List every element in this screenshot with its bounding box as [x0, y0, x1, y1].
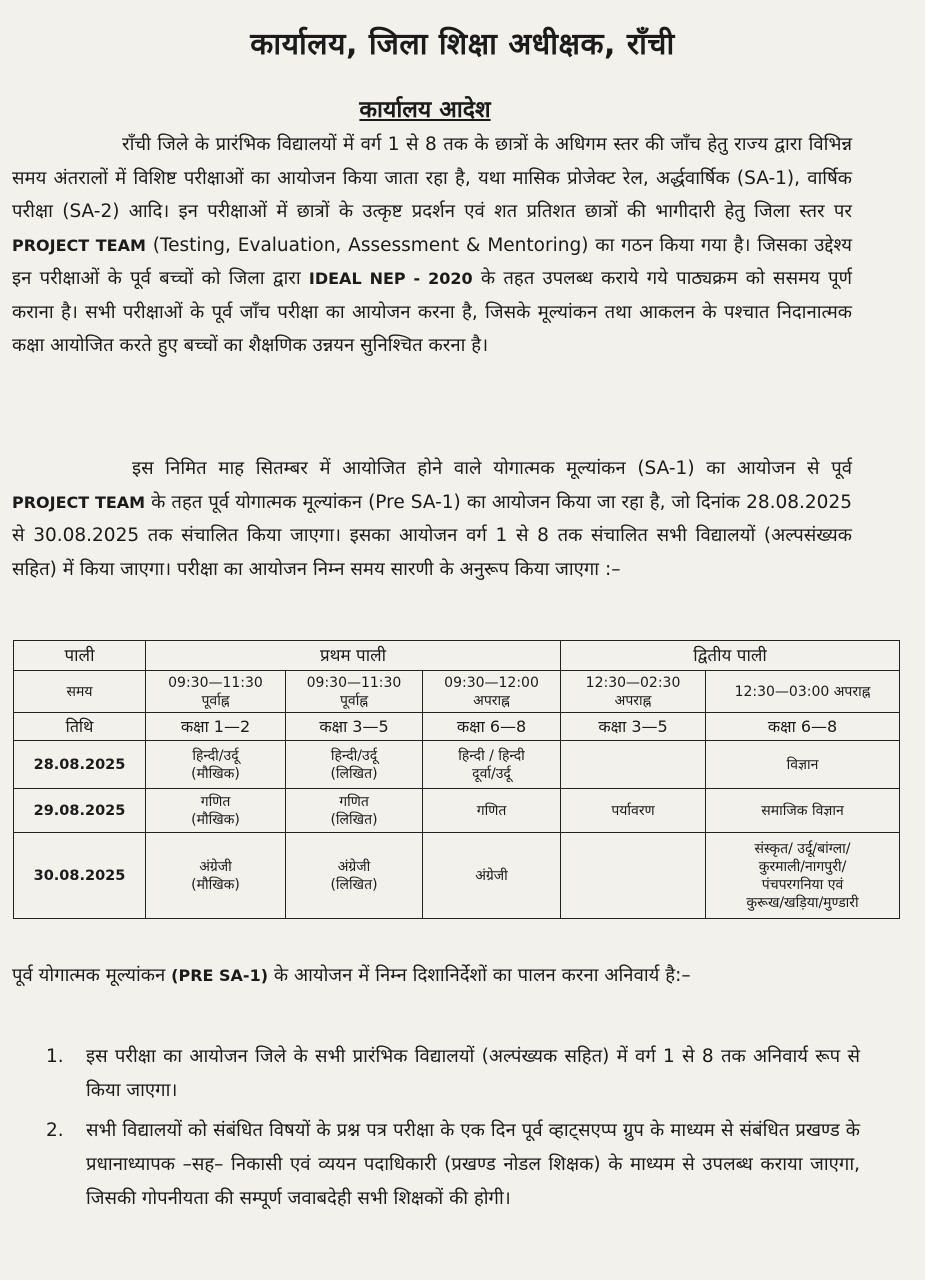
schedule-text-b: के तहत पूर्व योगात्मक मूल्यांकन (Pre SA-1) का आयोजन किया जा रहा है, जो दिनांक 28.08.2025 से 30.08.2025 तक संचालित किया जाएगा। इसका आयोजन वर्ग 1 से 8 तक संचालित सभी विद्यालयों (अल्पसंख्यक सहित) में किया जाएगा। परीक्षा का आयोजन निम्न समय सारणी के अनुरूप किया जाएगा :–	[12, 491, 852, 580]
subject-line: दूर्वा/उर्दू	[472, 765, 511, 782]
time-cell	[146, 671, 286, 713]
subject-line: संस्कृत/ उर्दू/बांग्ला/	[754, 840, 851, 857]
subject-line: हिन्दी/उर्दू	[330, 747, 378, 764]
intro-paragraph	[12, 128, 852, 363]
time-row	[14, 671, 900, 713]
subject-line: पर्यावरण	[611, 802, 655, 819]
exam-date: 29.08.2025	[14, 789, 146, 833]
time-cell	[561, 671, 706, 713]
table-header-row	[14, 641, 900, 671]
intro-text-a: राँची जिले के प्रारंभिक विद्यालयों में वर्ग 1 से 8 तक के छात्रों के अधिगम स्तर की जाँच हेतु राज्य द्वारा विभिन्न समय अंतरालों में विशिष्ट परीक्षाओं का आयोजन किया जाता रहा है, यथा मासिक प्रोजेक्ट रेल, अर्द्धवार्षिक (SA-1), वार्षिक परीक्षा (SA-2) आदि। इन परीक्षाओं में छात्रों के उत्कृष्ट प्रदर्शन एवं शत प्रतिशत छात्रों की भागीदारी हेतु जिला स्तर पर	[12, 134, 852, 222]
class-cell: कक्षा 1—2	[146, 713, 286, 741]
subject-cell	[423, 833, 561, 919]
shift-header: पाली	[14, 641, 146, 671]
subject-line: (लिखित)	[330, 765, 378, 782]
subject-line: गणित	[200, 793, 231, 810]
time-period: पूर्वाह्न	[201, 692, 230, 709]
subject-cell	[286, 741, 423, 789]
subject-line: अंग्रेजी	[199, 858, 232, 875]
subject-line: हिन्दी/उर्दू	[192, 747, 239, 764]
list-text: सभी विद्यालयों को संबंधित विषयों के प्रश्न पत्र परीक्षा के एक दिन पूर्व व्हाट्सएप्प ग्रुप के माध्यम से संबंधित प्रखण्ड के प्रधानाध्यापक –सह– निकासी एवं व्ययन पदाधिकारी (प्रखण्ड नोडल शिक्षक) के माध्यम से उपलब्ध कराया जाएगा, जिसकी गोपनीयता की सम्पूर्ण जवाबदेही सभी शिक्षकों की होगी।	[86, 1120, 860, 1209]
subject-line: (लिखित)	[330, 876, 378, 893]
subject-cell	[146, 833, 286, 919]
time-label: समय	[14, 671, 146, 713]
subject-line: कुरमाली/नागपुरी/	[758, 858, 847, 875]
table-row	[14, 741, 900, 789]
time-period: पूर्वाह्न	[339, 692, 369, 709]
subject-line: समाजिक विज्ञान	[761, 802, 844, 819]
subject-cell	[561, 789, 706, 833]
subject-line: पंचपरगनिया एवं	[761, 876, 844, 893]
subject-cell	[146, 741, 286, 789]
time-cell	[286, 671, 423, 713]
subject-cell	[706, 789, 900, 833]
subject-cell	[286, 833, 423, 919]
subject-line: अंग्रेजी	[475, 867, 508, 884]
list-number: 1.	[46, 1046, 64, 1067]
subject-line: गणित	[339, 793, 369, 810]
time-range: 09:30—11:30	[168, 674, 263, 691]
subject-line: (मौखिक)	[191, 876, 240, 893]
guidelines-intro	[12, 958, 860, 994]
subject-cell	[561, 833, 706, 919]
subject-line: गणित	[476, 802, 507, 819]
subject-line: विज्ञान	[786, 756, 819, 773]
subject-line: हिन्दी / हिन्दी	[458, 747, 525, 764]
subject-cell	[561, 741, 706, 789]
exam-schedule-table	[13, 640, 900, 919]
exam-date: 28.08.2025	[14, 741, 146, 789]
time-period: अपराह्न	[473, 692, 510, 709]
time-range: 09:30—11:30	[306, 674, 402, 691]
subject-cell	[706, 833, 900, 919]
office-title: कार्यालय, जिला शिक्षा अधीक्षक, राँची	[250, 27, 675, 62]
list-number: 2.	[46, 1120, 64, 1141]
table-row	[14, 833, 900, 919]
date-label: तिथि	[14, 713, 146, 741]
guidelines-list	[46, 1040, 860, 1222]
first-shift-header: प्रथम पाली	[146, 641, 561, 671]
subject-line: (लिखित)	[330, 811, 378, 828]
list-item	[46, 1040, 860, 1108]
time-range: 12:30—03:00 अपराह्न	[734, 683, 871, 700]
class-row	[14, 713, 900, 741]
time-cell	[423, 671, 561, 713]
guidelines-text-b: के आयोजन में निम्न दिशानिर्देशों का पालन करना अनिवार्य है:–	[268, 965, 691, 986]
order-heading: कार्यालय आदेश	[359, 97, 491, 123]
schedule-text-a: इस निमित माह सितम्बर में आयोजित होने वाले योगात्मक मूल्यांकन (SA-1) का आयोजन से पूर्व	[132, 458, 852, 479]
subject-cell	[423, 741, 561, 789]
subject-cell	[423, 789, 561, 833]
subject-line: कुरूख/खड़िया/मुण्डारी	[746, 894, 859, 911]
subject-cell	[146, 789, 286, 833]
class-cell: कक्षा 6—8	[423, 713, 561, 741]
class-cell: कक्षा 6—8	[706, 713, 900, 741]
list-item	[46, 1114, 860, 1216]
time-cell	[706, 671, 900, 713]
intro-text-c: के तहत उपलब्ध कराये गये पाठ्यक्रम को ससमय पूर्ण कराना है। सभी परीक्षाओं के पूर्व जाँच परीक्षा का आयोजन करना है, जिसके मूल्यांकन तथा आकलन के पश्चात निदानात्मक कक्षा आयोजित करते हुए बच्चों का शैक्षणिक उन्नयन सुनिश्चित करना है।	[12, 268, 852, 356]
ideal-nep-term: IDEAL NEP - 2020	[308, 269, 473, 288]
schedule-paragraph	[12, 452, 852, 586]
time-range: 09:30—12:00	[444, 674, 539, 691]
time-range: 12:30—02:30	[585, 674, 681, 691]
list-text: इस परीक्षा का आयोजन जिले के सभी प्रारंभिक विद्यालयों (अल्पंख्यक सहित) में वर्ग 1 से 8 तक अनिवार्य रूप से किया जाएगा।	[86, 1046, 860, 1101]
subject-line: अंग्रेजी	[337, 858, 371, 875]
subject-cell	[706, 741, 900, 789]
subject-line: (मौखिक)	[191, 765, 240, 782]
time-period: अपराह्न	[614, 692, 652, 709]
project-team-term-2: PROJECT TEAM	[12, 492, 146, 512]
subject-line: (मौखिक)	[191, 811, 240, 828]
exam-date: 30.08.2025	[14, 833, 146, 919]
table-row	[14, 789, 900, 833]
class-cell: कक्षा 3—5	[561, 713, 706, 741]
class-cell: कक्षा 3—5	[286, 713, 423, 741]
subject-cell	[286, 789, 423, 833]
guidelines-text-a: पूर्व योगात्मक मूल्यांकन	[12, 965, 172, 986]
intro-text-b: (Testing, Evaluation, Assessment & Mentoring) का गठन किया गया है। जिसका उद्देश्य इन परीक्षाओं के पूर्व बच्चों को जिला द्वारा	[12, 234, 852, 289]
pre-sa1-term: (PRE SA-1)	[171, 966, 269, 985]
second-shift-header: द्वितीय पाली	[561, 641, 900, 671]
project-team-term: PROJECT TEAM	[12, 235, 146, 255]
